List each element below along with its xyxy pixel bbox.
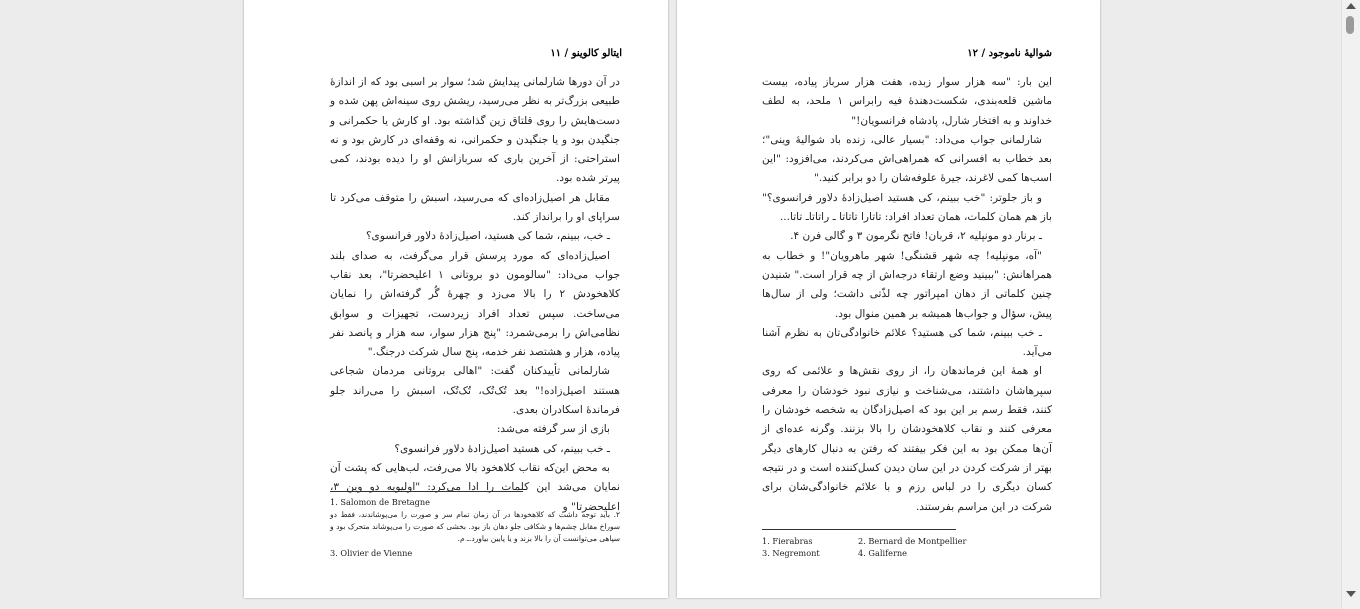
- scroll-up-arrow-icon[interactable]: [1346, 3, 1356, 9]
- running-header: [762, 48, 1052, 59]
- paragraph: در آن دورها شارلمانی پیدایش شد؛ سوار بر اسبی بود که از اندازهٔ طبیعی بزرگ‌تر به نظر می‌رسید، ریشش روی سینه‌اش پهن شده و دست‌هایش را روی قلتاق زین گذاشته بود. او کارش یا حکمرانی و جنگیدن بود و یا جنگیدن و حکمرانی، نه وقفه‌ای در کارش بود و نه استراحتی: از آخرین باری که سربازانش او را دیده بودند، کمی پیرتر شده بود.: [330, 76, 620, 185]
- paragraph: ـ برنار دو مونپلیه ۲، قربان! فاتح نگرمون ۳ و گالی فرن ۴.: [790, 230, 1042, 243]
- header-title: ایتالو کالوینو: [571, 48, 622, 59]
- header-separator: /: [564, 48, 569, 59]
- running-header: [330, 48, 622, 59]
- footnote: 3. Olivier de Vienne: [330, 548, 413, 558]
- paragraph: شارلمانی جواب می‌داد: "بسیار عالی، زنده باد شوالیهٔ وینی"؛ بعد خطاب به افسرانی که همراهی‌اش می‌کردند، می‌افزود: "این اسب‌ها کمی لاغرند، جیرهٔ علوفه‌شان را دو برابر کنید.": [762, 133, 1052, 185]
- body-text: [330, 73, 620, 517]
- footnote: 3. Negremont: [762, 548, 820, 558]
- paragraph: ـ خب ببینم، کی هستید اصیل‌زادهٔ دلاور فرانسوی؟: [394, 442, 610, 455]
- paragraph: مقابل هر اصیل‌زاده‌ای که می‌رسید، اسبش را متوقف می‌کرد تا سراپای او را برانداز کند.: [330, 191, 620, 224]
- scrollbar-thumb[interactable]: [1346, 16, 1354, 34]
- footnote: 1. Salomon de Bretagne: [330, 497, 431, 507]
- paragraph: بازی از سر گرفته می‌شد:: [496, 423, 610, 436]
- header-separator: /: [981, 48, 986, 59]
- paragraph: اصیل‌زاده‌ای که مورد پرسش قرار می‌گرفت، به صدای بلند جواب می‌داد: "سالومون دو بروتانی ۱ اعلیحضرتا"، بعد نقاب کلاهخودش ۲ را بالا می‌زد و چهرهٔ گُر گرفته‌اش را نمایان می‌ساخت. سپس تعداد افراد زیردست، تجهیزات و سوابق نظامی‌اش را برمی‌شمرد: "پنج هزار سوار، سه هزار و پانصد نفر پیاده، هزار و هشتصد نفر خدمه، پنج سال شرکت درجنگ.": [330, 249, 621, 359]
- paragraph: شارلمانی تأییدکنان گفت: "اهالی بروتانی مردمان شجاعی هستند اصیل‌زاده!" بعد تُک‌تُک، تُک‌تُک، اسبش را می‌راند جلو فرماندهٔ اسکادران بعدی.: [330, 365, 620, 417]
- paragraph: او همهٔ این فرماندهان را، از روی نقش‌ها و علائمی که روی سپرهاشان داشتند، می‌شناخت و نیازی نبود خودشان را معرفی کنند، فقط رسم بر این بود که اصیل‌زادگان به شخصه خودشان را معرفی کنند و نقاب کلاهخودشان را بالا بزنند. وگرنه عده‌ای از آن‌ها ممکن بود به این فکر بیفتند که رفتن به دنبال کارهای دیگر بهتر از شرکت کردن در این سان دیدن کسل‌کننده است و در نتیجه کسان دیگری را در لباس رزم و با علائم خانوادگی‌شان برای شرکت در این مراسم بفرستند.: [762, 365, 1052, 513]
- page-number: ۱۱: [550, 48, 562, 59]
- footnote: 1. Fierabras: [762, 536, 813, 546]
- paragraph: ـ خب ببینم، شما کی هستید؟ علائم خانوادگی‌تان به نظرم آشنا می‌آید.: [762, 326, 1052, 359]
- paragraph: و باز جلوتر: "خب ببینم، کی هستید اصیل‌زادهٔ دلاور فرانسوی؟" باز هم همان کلمات، همان تعداد افراد: تاتارا تاتاتا ـ راتاتاـ تاتا...: [762, 191, 1052, 224]
- page-11: [244, 0, 668, 598]
- footnote: 4. Galiferne: [858, 548, 907, 558]
- header-title: شوالیهٔ ناموجود: [988, 48, 1052, 59]
- body-text: [762, 73, 1052, 517]
- vertical-scrollbar[interactable]: [1341, 0, 1360, 609]
- page-12: [677, 0, 1100, 598]
- footnote: ۲. باید توجه داشت که کلاهخودها در آن زمان تمام سر و صورت را می‌پوشاندند، فقط دو سوراخ مقابل چشم‌ها و شکافی جلو دهان باز بود. بخشی که صورت را می‌پوشاند متحرک بود و سپاهی می‌توانست آن را بالا بزند و یا پایین بیاورد.ـ م.: [330, 510, 620, 543]
- paragraph: "آه، مونپلیه! چه شهر قشنگی! شهر ماهرویان"! و خطاب به همراهانش: "ببینید وضع ارتقاء درجه‌اش از چه قرار است." شنیدن چنین کلماتی از دهان امپراتور چه لذّتی داشت؛ ولی از سال‌ها پیش، سؤال و جواب‌ها همیشه بر همین منوال بود.: [762, 249, 1052, 320]
- footnote-rule: [330, 491, 523, 492]
- paragraph: ـ خب، ببینم، شما کی هستید، اصیل‌زادهٔ دلاور فرانسوی؟: [365, 230, 610, 243]
- page-number: ۱۲: [967, 48, 978, 59]
- scroll-down-arrow-icon[interactable]: [1346, 591, 1356, 597]
- footnote: 2. Bernard de Montpellier: [858, 536, 967, 546]
- footnote-grid: [762, 535, 968, 559]
- footnote-rule: [762, 529, 956, 530]
- paragraph: این بار: "سه هزار سوار زبده، هفت هزار سرباز پیاده، بیست ماشین قلعه‌بندی، شکست‌دهندهٔ فیه رابراس ۱ ملحد، به لطف خداوند و به افتخار شارل، پادشاه فرانسویان!": [762, 76, 1053, 127]
- paragraph: به محض این‌که نقاب کلاهخود بالا می‌رفت، لب‌هایی که پشت آن نمایان می‌شد این کلمات را ادا می‌کرد: "اولیویه دو وین ۳، اعلیحضرتا" و: [330, 461, 620, 513]
